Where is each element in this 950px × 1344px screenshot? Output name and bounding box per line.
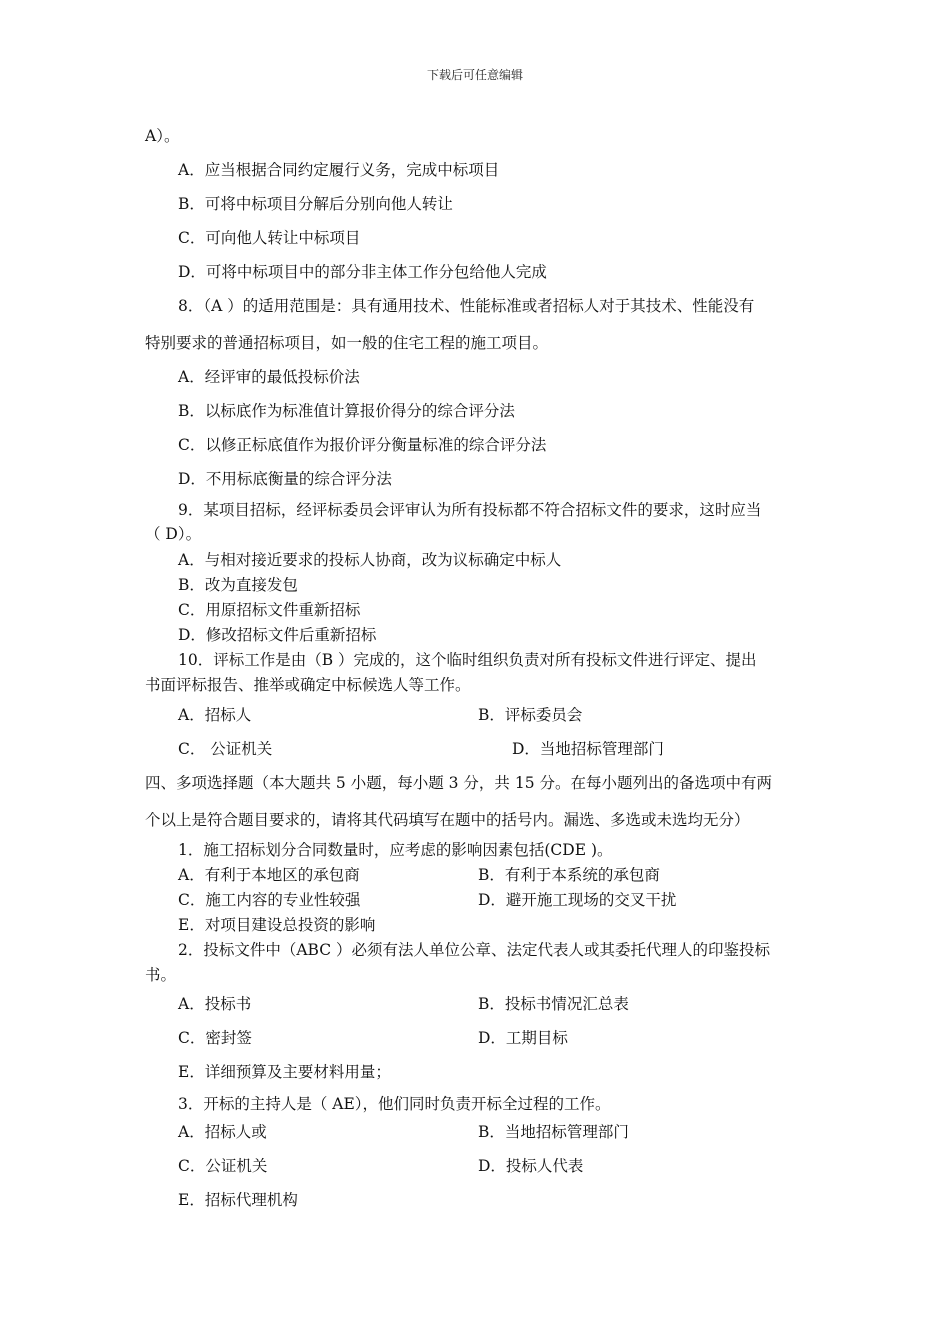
m2-option-b: B．投标书情况汇总表 [478,995,629,1013]
q7-option-a: A．应当根据合同约定履行义务，完成中标项目 [178,161,500,179]
q10-option-d: D．当地招标管理部门 [512,740,664,758]
q8-option-c: C．以修正标底值作为报价评分衡量标准的综合评分法 [178,436,547,454]
q10-stem-line1: 10．评标工作是由（B ）完成的，这个临时组织负责对所有投标文件进行评定、提出 [178,651,757,669]
m1-option-d: D．避开施工现场的交叉干扰 [478,891,677,909]
m2-option-a: A．投标书 [178,995,252,1013]
q7-option-b: B．可将中标项目分解后分别向他人转让 [178,195,453,213]
q10-option-c: C． 公证机关 [178,740,273,758]
q8-option-b: B．以标底作为标准值计算报价得分的综合评分法 [178,402,515,420]
m1-option-b: B．有利于本系统的承包商 [478,866,660,884]
m2-stem-line2: 书。 [145,966,177,984]
q9-option-c: C．用原招标文件重新招标 [178,601,361,619]
q10-option-b: B．评标委员会 [478,706,583,724]
m2-stem-line1: 2．投标文件中（ABC ）必须有法人单位公章、法定代表人或其委托代理人的印鉴投标 [178,941,771,959]
m3-option-d: D．投标人代表 [478,1157,584,1175]
m3-option-a: A．招标人或 [178,1123,267,1141]
q8-option-a: A．经评审的最低投标价法 [178,368,360,386]
m2-option-e: E．详细预算及主要材料用量； [178,1063,391,1081]
q8-option-d: D．不用标底衡量的综合评分法 [178,470,392,488]
q8-stem-line2: 特别要求的普通招标项目，如一般的住宅工程的施工项目。 [145,334,549,352]
q7-answer-tail: A）。 [145,127,180,145]
q9-option-a: A．与相对接近要求的投标人协商，改为议标确定中标人 [178,551,562,569]
m3-option-e: E．招标代理机构 [178,1191,298,1209]
m3-option-b: B．当地招标管理部门 [478,1123,629,1141]
m2-option-d: D．工期目标 [478,1029,568,1047]
q7-option-d: D．可将中标项目中的部分非主体工作分包给他人完成 [178,263,547,281]
m1-stem: 1．施工招标划分合同数量时，应考虑的影响因素包括(CDE )。 [178,841,613,859]
q8-stem-line1: 8．（A ）的适用范围是：具有通用技术、性能标准或者招标人对于其技术、性能没有 [178,297,755,315]
q9-option-b: B．改为直接发包 [178,576,298,594]
section4-heading-line2: 个以上是符合题目要求的，请将其代码填写在题中的括号内。漏选、多选或未选均无分） [145,811,750,829]
page-header: 下载后可任意编辑 [426,68,523,82]
q9-stem-line1: 9．某项目招标，经评标委员会评审认为所有投标都不符合招标文件的要求，这时应当 [178,501,762,519]
m3-option-c: C．公证机关 [178,1157,268,1175]
m2-option-c: C．密封签 [178,1029,252,1047]
m1-option-c: C．施工内容的专业性较强 [178,891,361,909]
q9-stem-line2: （ D）。 [145,525,202,543]
q9-option-d: D．修改招标文件后重新招标 [178,626,377,644]
m3-stem: 3．开标的主持人是（ AE），他们同时负责开标全过程的工作。 [178,1095,611,1113]
m1-option-a: A．有利于本地区的承包商 [178,866,360,884]
m1-option-e: E．对项目建设总投资的影响 [178,916,376,934]
section4-heading-line1: 四、多项选择题（本大题共 5 小题，每小题 3 分，共 15 分。在每小题列出的备选项中有两 [145,774,773,792]
q10-stem-line2: 书面评标报告、推举或确定中标候选人等工作。 [145,676,471,694]
q10-option-a: A．招标人 [178,706,252,724]
q7-option-c: C．可向他人转让中标项目 [178,229,361,247]
